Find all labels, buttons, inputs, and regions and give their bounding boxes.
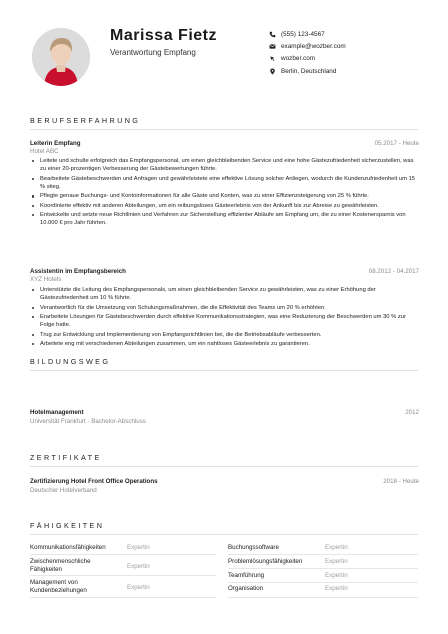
skill-divider bbox=[228, 582, 418, 583]
experience-entry-2-header bbox=[30, 268, 419, 275]
contact-website bbox=[269, 53, 439, 65]
skill-name: Teamführung bbox=[228, 572, 265, 579]
job-title: Leiterin Empfang bbox=[30, 140, 81, 147]
skill-divider bbox=[228, 554, 418, 555]
experience-section-title: BERUFSERFAHRUNG bbox=[30, 116, 141, 125]
education-section-title: BILDUNGSWEG bbox=[30, 357, 111, 366]
list-item: Trug zur Entwicklung und Implementierung von Empfangsrichtlinien bei, die die Betriebsabläufe verbesserten. bbox=[30, 331, 418, 339]
certificate-date: 2018 - Heute bbox=[383, 478, 419, 485]
skill-level: Expertin bbox=[325, 572, 348, 579]
job-title: Assistentin im Empfangsbereich bbox=[30, 268, 126, 275]
skill-level: Expertin bbox=[325, 558, 348, 565]
section-divider bbox=[30, 370, 418, 371]
skills-section-title: FÄHIGKEITEN bbox=[30, 521, 105, 530]
avatar bbox=[32, 28, 90, 86]
list-item: Leitete und schulte erfolgreich das Empfangspersonal, um einen gleichbleibenden Service und eine hohe Gästezufriedenheit sicherzustellen, was zu einer 20-prozentigen Verbesserung der Gästebewertungen führte. bbox=[30, 157, 418, 173]
skill-divider bbox=[30, 554, 216, 555]
skill-level: Expertin bbox=[325, 544, 348, 551]
education-year: 2012 bbox=[405, 409, 419, 416]
education-institution: Universität Frankfurt - Bachelor-Abschluss bbox=[30, 418, 146, 425]
skill-divider bbox=[30, 575, 216, 576]
location-text: Berlin, Deutschland bbox=[281, 67, 337, 75]
certificate-entry-header bbox=[30, 478, 419, 485]
degree-title: Hotelmanagement bbox=[30, 409, 84, 416]
experience-entry-1-bullets bbox=[30, 157, 418, 229]
contact-email bbox=[269, 40, 439, 52]
person-role: Verantwortung Empfang bbox=[110, 48, 196, 57]
certificate-title: Zertifizierung Hotel Front Office Operations bbox=[30, 478, 158, 485]
skill-name: Zwischenmenschliche Fähigkeiten bbox=[30, 558, 91, 573]
list-item: Arbeitete eng mit verschiedenen Abteilungen zusammen, um ein nahtloses Gästeerlebnis zu garantieren. bbox=[30, 340, 418, 348]
skill-level: Expertin bbox=[127, 544, 150, 551]
experience-entry-2-bullets bbox=[30, 286, 418, 349]
person-name: Marissa Fietz bbox=[110, 27, 217, 44]
link-icon bbox=[269, 55, 281, 62]
job-company: Hotel ABC bbox=[30, 148, 59, 155]
certificates-section-title: ZERTIFIKATE bbox=[30, 453, 102, 462]
education-entry-header bbox=[30, 409, 419, 416]
section-divider bbox=[30, 466, 418, 467]
skill-divider bbox=[228, 568, 418, 569]
job-company: XYZ Hotels bbox=[30, 276, 62, 283]
contact-location bbox=[269, 65, 439, 77]
job-date: 08.2012 - 04.2017 bbox=[368, 268, 419, 275]
phone-icon bbox=[269, 31, 281, 38]
profile-photo bbox=[32, 28, 90, 86]
list-item: Entwickelte und setzte neue Richtlinien und Verfahren zur Sicherstellung effizienter Abläufe am Empfang um, die zu einer Kostenersparnis von 10.000 € pro Jahr führten. bbox=[30, 211, 418, 227]
contact-list bbox=[269, 28, 439, 77]
certificate-issuer: Deutscher Hotelverband bbox=[30, 487, 97, 494]
job-date: 05.2017 - Heute bbox=[374, 140, 419, 147]
list-item: Bearbeitete Gästebeschwerden und Anfragen und gewährleistete eine effektive Lösung solcher Anliegen, wodurch die Kundenzufriedenheit um 15 % stieg. bbox=[30, 175, 418, 191]
skill-name: Organisation bbox=[228, 585, 264, 592]
skill-name: Management von Kundenbeziehungen bbox=[30, 579, 87, 594]
skill-divider bbox=[30, 597, 216, 598]
location-icon bbox=[269, 68, 281, 75]
skill-level: Expertin bbox=[127, 584, 150, 591]
section-divider bbox=[30, 534, 418, 535]
list-item: Koordinierte effektiv mit anderen Abteilungen, um ein reibungsloses Gästeerlebnis von der Ankunft bis zur Abreise zu gewährleisten. bbox=[30, 202, 418, 210]
phone-number: (555) 123-4567 bbox=[281, 30, 325, 38]
website-link[interactable]: wozber.com bbox=[281, 55, 316, 63]
experience-entry-1-header bbox=[30, 140, 419, 147]
email-icon bbox=[269, 43, 281, 50]
skill-divider bbox=[228, 597, 418, 598]
resume-header bbox=[0, 0, 448, 110]
skill-level: Expertin bbox=[325, 585, 348, 592]
skill-name: Kommunikationsfähigkeiten bbox=[30, 544, 106, 551]
list-item: Erarbeitete Lösungen für Gästebeschwerden durch effektive Kommunikationsstrategien, was eine Reduzierung der Beschwerden um 30 % zur Folge hatte. bbox=[30, 313, 418, 329]
skill-level: Expertin bbox=[127, 563, 150, 570]
list-item: Verantwortlich für die Umsetzung von Schulungsmaßnahmen, die die Effektivität des Teams um 20 % erhöhten. bbox=[30, 304, 418, 312]
email-address[interactable]: example@wozber.com bbox=[281, 42, 346, 50]
list-item: Unterstützte die Leitung des Empfangspersonals, um einen gleichbleibenden Service zu gewährleisten, was zu einer Erhöhung der Gästezufriedenheit um 10 % führte. bbox=[30, 286, 418, 302]
section-divider bbox=[30, 129, 418, 130]
skill-name: Buchungssoftware bbox=[228, 544, 279, 551]
contact-phone bbox=[269, 28, 439, 40]
skill-name: Problemlösungsfähigkeiten bbox=[228, 558, 303, 565]
list-item: Pflegte genaue Buchungs- und Kontoinformationen für alle Gäste und Konten, was zu einer Effizienzsteigerung von 25 % führte. bbox=[30, 192, 418, 200]
